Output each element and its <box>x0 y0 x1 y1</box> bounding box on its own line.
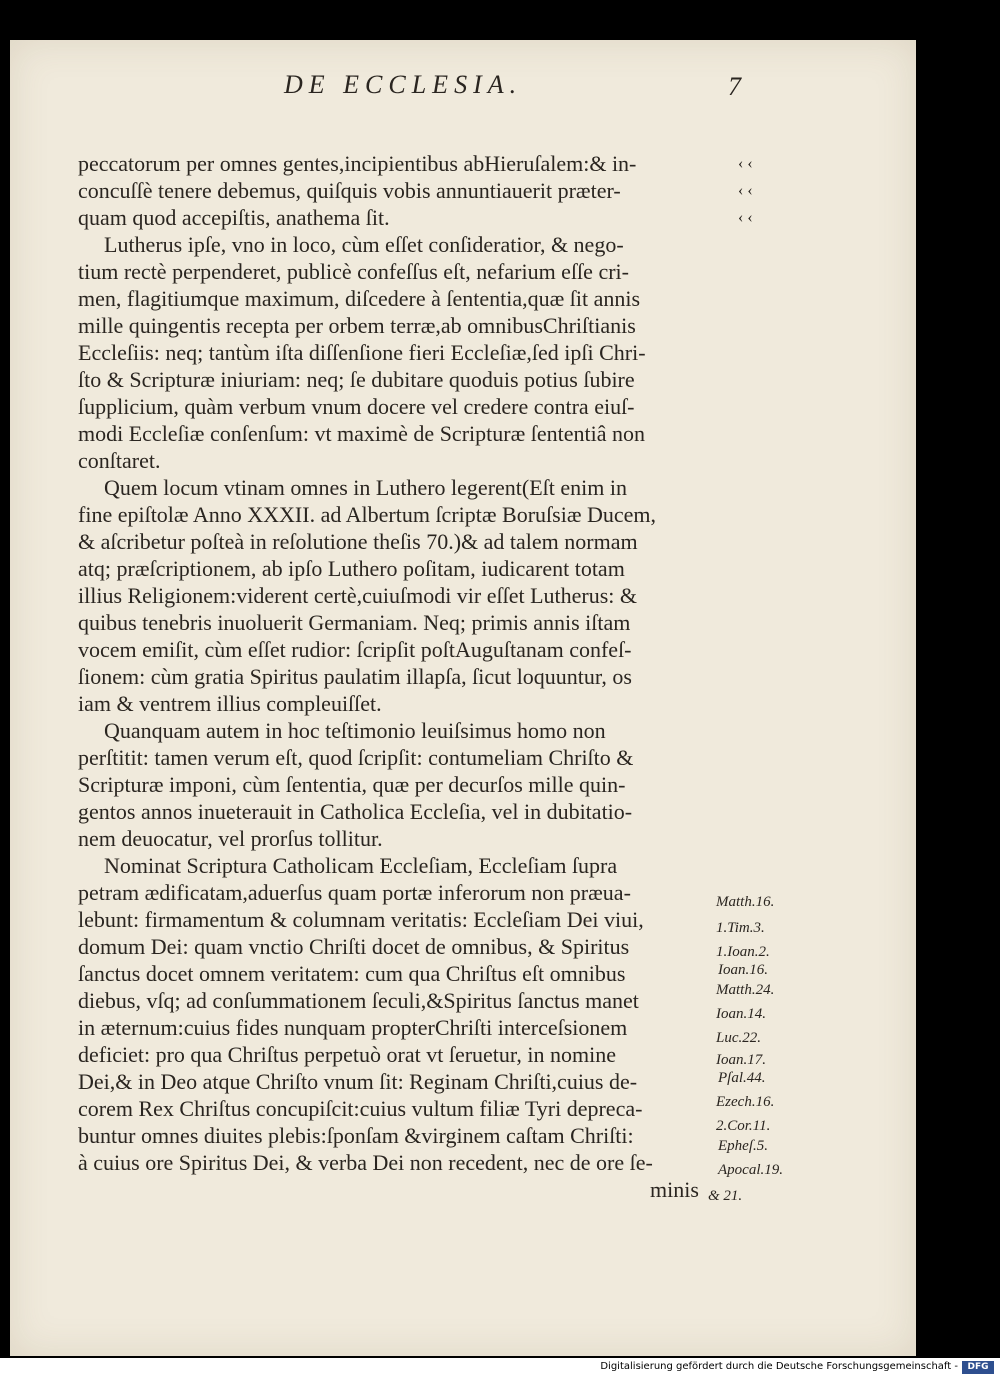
margin-reference: Ioan.14. <box>716 1006 766 1022</box>
text-line: minis <box>650 1177 699 1202</box>
margin-reference: & 21. <box>708 1188 743 1204</box>
page-header <box>270 70 740 110</box>
margin-reference: Pſal.44. <box>718 1070 766 1086</box>
text-line: domum Dei: quam vnctio Chriſti docet de omnibus, & Spiritus <box>78 934 630 959</box>
text-line: peccatorum per omnes gentes,incipientibus abHieruſalem:& in- <box>78 151 637 176</box>
text-line: gentos annos inueterauit in Catholica Eccleſia, vel in dubitatio- <box>78 799 633 824</box>
funding-notice: Digitalisierung gefördert durch die Deutsche Forschungsgemeinschaft - <box>600 1361 958 1372</box>
text-line: atq; præſcriptionem, ab ipſo Luthero poſitam, iudicarent totam <box>78 556 625 581</box>
text-line: in æternum:cuius fides nunquam propterChriſti interceſsionem <box>78 1015 628 1040</box>
text-line: perſtitit: tamen verum eſt, quod ſcripſit: contumeliam Chriſto & <box>78 745 634 770</box>
margin-reference: 2.Cor.11. <box>716 1118 771 1134</box>
text-line: Quanquam autem in hoc teſtimonio leuiſsimus homo non <box>104 718 606 743</box>
text-line: mille quingentis recepta per orbem terræ,ab omnibusChriſtianis <box>78 313 636 338</box>
quote-mark: ‹ ‹ <box>738 155 753 172</box>
margin-reference: 1.Tim.3. <box>716 920 765 936</box>
margin-reference: Epheſ.5. <box>718 1138 768 1154</box>
margin-reference: 1.Ioan.2. <box>716 944 770 960</box>
text-line: quam quod accepiſtis, anathema ſit. <box>78 205 390 230</box>
text-line: fine epiſtolæ Anno XXXII. ad Albertum ſcriptæ Boruſsiæ Ducem, <box>78 502 657 527</box>
text-line: ſupplicium, quàm verbum vnum docere vel credere contra eiuſ- <box>78 394 635 419</box>
text-line: à cuius ore Spiritus Dei, & verba Dei non recedent, nec de ore ſe- <box>78 1150 653 1175</box>
text-line: modi Eccleſiæ conſenſum: vt maximè de Scripturæ ſententiâ non <box>78 421 645 446</box>
text-line: ſto & Scripturæ iniuriam: neq; ſe dubitare quoduis potius ſubire <box>78 367 635 392</box>
text-line: tium rectè perpenderet, publicè confeſſus eſt, nefarium eſſe cri- <box>78 259 629 284</box>
page-number: 7 <box>728 72 741 101</box>
margin-reference: Apocal.19. <box>718 1162 783 1178</box>
dfg-logo: DFG <box>962 1361 994 1374</box>
text-line: petram ædificatam,aduerſus quam portæ inferorum non præua- <box>78 880 631 905</box>
margin-reference: Ioan.16. <box>718 962 768 978</box>
text-line: nem deuocatur, vel prorſus tollitur. <box>78 826 383 851</box>
text-line: lebunt: firmamentum & columnam veritatis: Eccleſiam Dei viui, <box>78 907 644 932</box>
text-line: Quem locum vtinam omnes in Luthero legerent(Eſt enim in <box>104 475 627 500</box>
margin-reference: Matth.16. <box>716 894 775 910</box>
footer-bar <box>0 1358 1000 1378</box>
text-line: Nominat Scriptura Catholicam Eccleſiam, Eccleſiam ſupra <box>104 853 618 878</box>
text-line: vocem emiſit, cùm eſſet rudior: ſcripſit poſtAuguſtanam confeſ- <box>78 637 632 662</box>
text-line: men, flagitiumque maximum, diſcedere à ſententia,quæ ſit annis <box>78 286 641 311</box>
text-line: Scripturæ imponi, cùm ſententia, quæ per decurſos mille quin- <box>78 772 626 797</box>
margin-reference: Matth.24. <box>716 982 775 998</box>
margin-reference: Luc.22. <box>716 1030 761 1046</box>
text-line: Dei,& in Deo atque Chriſto vnum ſit: Reginam Chriſti,cuius de- <box>78 1069 638 1094</box>
running-title: DE ECCLESIA. <box>284 70 523 99</box>
quote-mark: ‹ ‹ <box>738 182 753 199</box>
text-line: ſionem: cùm gratia Spiritus paulatim illapſa, ſicut loquuntur, os <box>78 664 632 689</box>
text-line: Lutherus ipſe, vno in loco, cùm eſſet conſideratior, & nego- <box>104 232 624 257</box>
text-line: Eccleſiis: neq; tantùm iſta diſſenſione fieri Eccleſiæ,ſed ipſi Chri- <box>78 340 646 365</box>
margin-reference: Ezech.16. <box>716 1094 775 1110</box>
text-line: quibus tenebris inuoluerit Germaniam. Neq; primis annis iſtam <box>78 610 631 635</box>
text-line: deficiet: pro qua Chriſtus perpetuò orat vt ſeruetur, in nomine <box>78 1042 616 1067</box>
text-line: concuſſè tenere debemus, quiſquis vobis annuntiauerit præter- <box>78 178 621 203</box>
text-line: corem Rex Chriſtus concupiſcit:cuius vultum filiæ Tyri depreca- <box>78 1096 643 1121</box>
body-text <box>78 150 728 1203</box>
margin-reference: Ioan.17. <box>716 1052 766 1068</box>
text-line: & aſcribetur poſteà in reſolutione theſis 70.)& ad talem normam <box>78 529 638 554</box>
quote-mark: ‹ ‹ <box>738 209 753 226</box>
text-line: buntur omnes diuites plebis:ſponſam &virginem caſtam Chriſti: <box>78 1123 634 1148</box>
quote-marks <box>738 150 778 231</box>
text-line: diebus, vſq; ad conſummationem ſeculi,&Spiritus ſanctus manet <box>78 988 639 1013</box>
text-line: ſanctus docet omnem veritatem: cum qua Chriſtus eſt omnibus <box>78 961 626 986</box>
text-line: conſtaret. <box>78 448 161 473</box>
text-line: illius Religionem:viderent certè,cuiuſmodi vir eſſet Lutherus: & <box>78 583 638 608</box>
text-line: iam & ventrem illius compleuiſſet. <box>78 691 382 716</box>
